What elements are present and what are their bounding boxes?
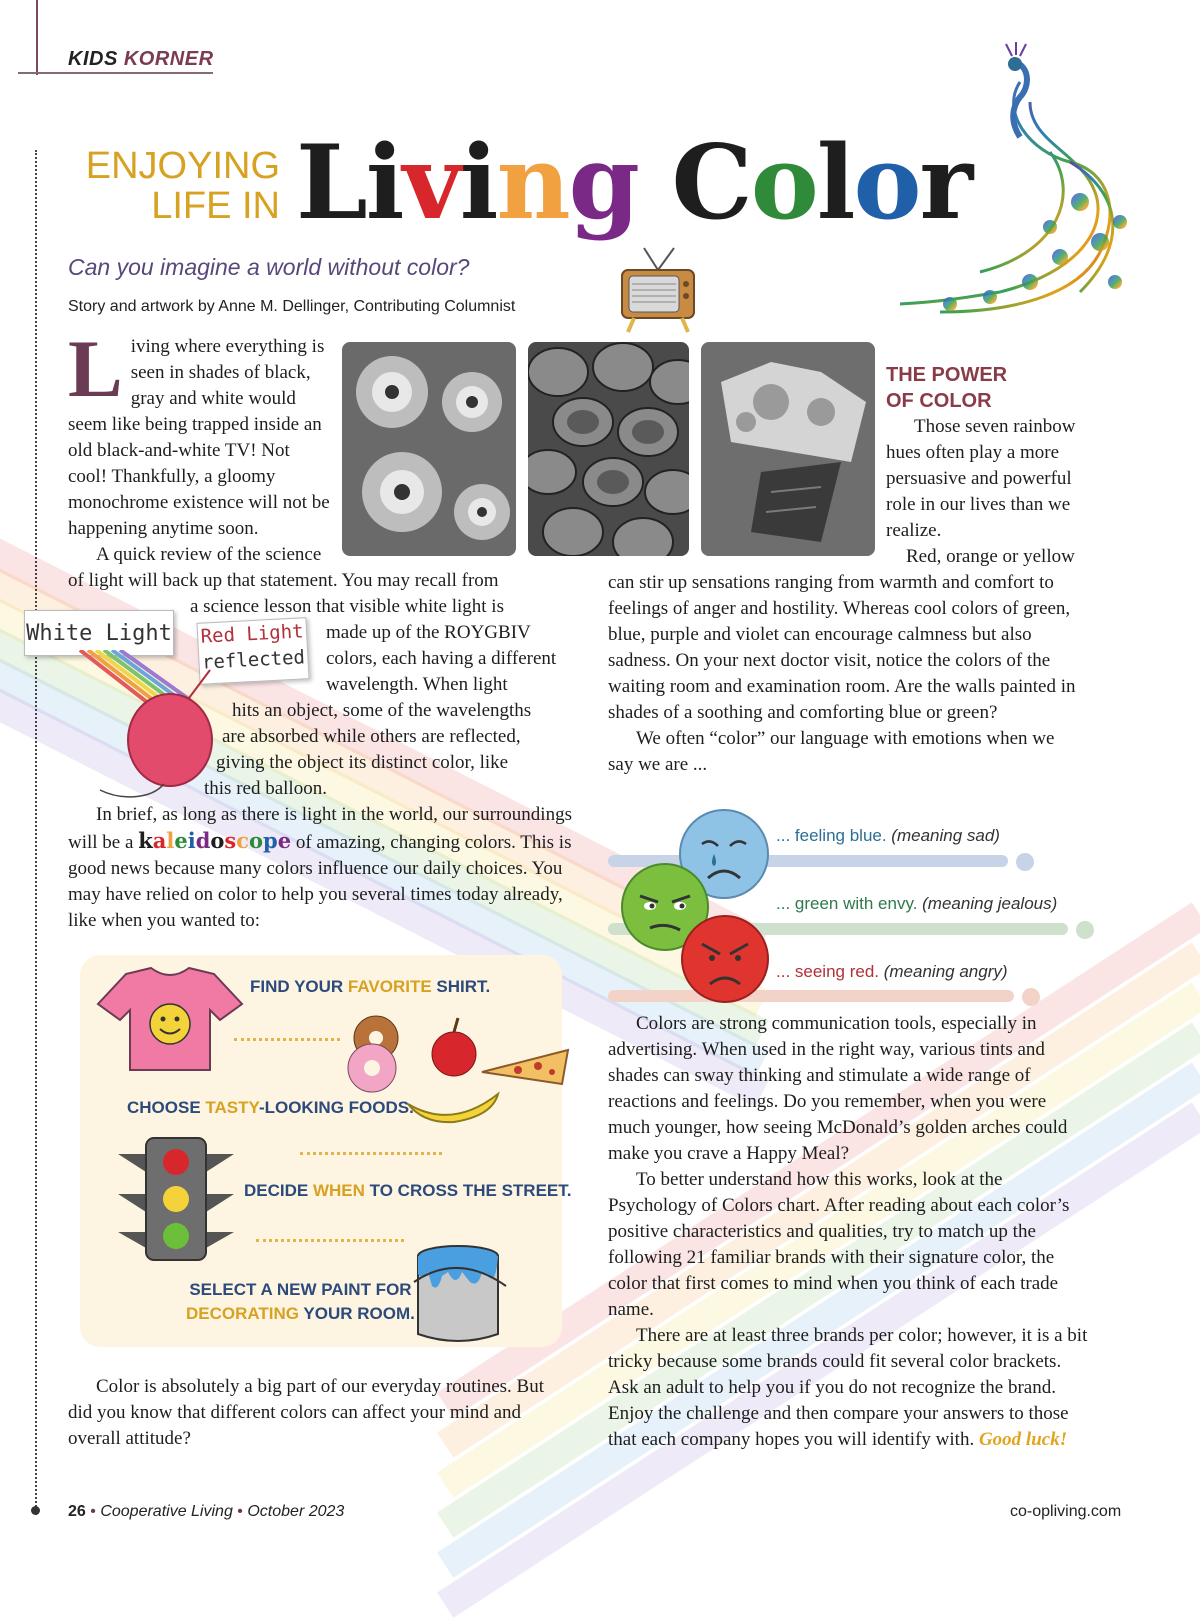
angry-red-face-icon <box>680 914 770 1004</box>
activity-shirt <box>250 977 490 997</box>
feeling-bar-dot <box>1022 988 1040 1006</box>
page-number: 26 <box>68 1503 86 1520</box>
activity-paint-line1: SELECT A NEW PAINT FOR <box>189 1280 412 1299</box>
traffic-light-illustration <box>118 1136 234 1262</box>
right-p4-text: Colors are strong communication tools, especially in advertising. When used in the right way, various tints and shades can sway thinking and stimulate a wide range of reactions and feelings. Do you remember, when you were much younger, how seeing McDonald’s golden arches could make you crave a Happy Meal? <box>608 1013 1068 1164</box>
activity-foods-pre: CHOOSE <box>127 1098 206 1117</box>
tiedye-shirt-photo <box>701 342 875 556</box>
activity-shirt-pre: FIND YOUR <box>250 977 348 996</box>
feeling-blue-caption <box>776 826 1000 846</box>
issue-date: October 2023 <box>247 1503 345 1520</box>
sidebar-paragraph <box>886 414 1100 544</box>
activity-street-hi: WHEN <box>312 1181 365 1200</box>
feeling-red-caption <box>776 962 1008 982</box>
science-line-1-text: A quick review of the science <box>96 544 322 565</box>
activity-paint <box>186 1280 415 1324</box>
paint-can-illustration <box>408 1242 510 1346</box>
footer-site: co-opliving.com <box>1010 1503 1122 1520</box>
science-line-7 <box>204 776 544 802</box>
science-line-4-text: hits an object, some of the wavelengths <box>232 700 532 721</box>
kicker-kids: KIDS <box>68 48 118 70</box>
red-light-line1: Red Light <box>200 620 305 648</box>
title-small-line1: ENJOYING <box>85 145 280 187</box>
title-letter: v <box>402 123 460 243</box>
title-letter: o <box>750 123 817 243</box>
science-line-7-text: this red balloon. <box>204 778 327 799</box>
feeling-blue-phrase: ... feeling blue. <box>776 826 887 845</box>
right-p5-text: To better understand how this works, look at the Psychology of Colors chart. After reading about each color’s positive characteristics and qualities, try to match up the following 21 familiar brands with their signature color, the color that first comes to mind when you think of each trade name. <box>608 1169 1070 1320</box>
title-letter: o <box>210 828 225 853</box>
right-p3-text: We often “color” our language with emotions when we say we are ... <box>608 728 1055 775</box>
right-paragraphs-lower <box>608 1011 1088 1453</box>
title-letter: o <box>853 123 920 243</box>
activity-foods <box>127 1098 414 1118</box>
title-letter: C <box>671 123 751 243</box>
header-horizontal-rule <box>18 72 213 74</box>
title-big <box>296 123 972 243</box>
science-line-4 <box>232 698 572 724</box>
title-letter: e <box>174 828 188 853</box>
title-letter: i <box>187 828 196 853</box>
feeling-green-meaning: (meaning jealous) <box>917 894 1058 913</box>
activity-street-post: TO CROSS THE STREET. <box>364 1181 572 1200</box>
feeling-bar-red <box>608 990 1014 1002</box>
science-wrap <box>326 620 576 698</box>
title-letter: i <box>365 123 403 243</box>
intro-text: iving where everything is seen in shades of black, gray and white would seem like being trapped inside an old black-and-white TV! Not cool! Thankfully, a gloomy monochrome existence will not be happening anytime soon. <box>68 336 330 539</box>
title-letter: c <box>236 828 250 853</box>
title-letter: k <box>138 828 153 853</box>
right-p6-text: There are at least three brands per color; however, it is a bit tricky because some brands could fit several color brackets. Ask an adult to help you if you do not recognize the brand. Enjoy the challenge and then compare your answers to those that each company hopes you will identify with. <box>608 1325 1088 1450</box>
title-letter: r <box>919 123 972 243</box>
title-letter: e <box>277 828 292 853</box>
title-letter: i <box>459 123 497 243</box>
activity-foods-post: -LOOKING FOODS. <box>258 1098 414 1117</box>
activity-street <box>244 1181 571 1201</box>
feeling-green-caption <box>776 894 1057 914</box>
sidebar-heading <box>886 362 1007 414</box>
feeling-bar-dot <box>1076 921 1094 939</box>
activity-foods-hi: TASTY <box>205 1098 259 1117</box>
title-letter: L <box>296 123 366 243</box>
title-letter: s <box>224 828 237 853</box>
section-kicker <box>68 48 214 71</box>
science-line-1 <box>96 542 336 568</box>
kaleido-before: In brief, as long as there is light in the world, our surroundings will be a <box>68 804 572 853</box>
science-line-3 <box>190 594 540 620</box>
activity-shirt-hi: FAVORITE <box>347 977 432 996</box>
closing-left-text: Color is absolutely a big part of our everyday routines. But did you know that different colors can affect your mind and overall attitude? <box>68 1376 544 1449</box>
title-letter: p <box>263 828 278 853</box>
white-light-text: White Light <box>26 620 172 646</box>
deck: Can you imagine a world without color? <box>68 254 470 280</box>
dropcap: L <box>68 323 123 414</box>
activity-street-pre: DECIDE <box>244 1181 313 1200</box>
right-p2-line1 <box>906 544 1106 570</box>
right-p2-line1-text: Red, orange or yellow <box>906 546 1075 567</box>
science-line-6 <box>216 750 556 776</box>
kaleidoscope-word <box>138 828 291 853</box>
sidebar-heading-line2: OF COLOR <box>886 390 992 412</box>
science-line-3-text: a science lesson that visible white light is <box>190 596 504 617</box>
feeling-green-phrase: ... green with envy. <box>776 894 918 913</box>
dotted-connector <box>256 1239 404 1242</box>
title-letter: o <box>249 828 264 853</box>
science-line-5 <box>222 724 562 750</box>
right-paragraph-2 <box>608 570 1084 778</box>
intro-paragraph <box>68 323 330 542</box>
footer-left: 26 • Cooperative Living • October 2023 <box>68 1503 345 1520</box>
feeling-red-meaning: (meaning angry) <box>879 962 1008 981</box>
sidebar-text: Those seven rainbow hues often play a more persuasive and powerful role in our lives than we realize. <box>886 416 1076 541</box>
title-word-living <box>296 123 638 243</box>
byline: Story and artwork by Anne M. Dellinger, Contributing Columnist <box>68 298 516 315</box>
activity-paint-post: YOUR ROOM. <box>299 1304 415 1323</box>
title-letter: g <box>568 123 638 243</box>
activity-paint-hi: DECORATING <box>186 1304 300 1323</box>
publication-name: Cooperative Living <box>100 1503 233 1520</box>
candy-photo <box>528 342 689 556</box>
title-letter: n <box>496 123 569 243</box>
peacock-illustration <box>880 42 1150 332</box>
science-wrap-text: made up of the ROYGBIV colors, each having a different wavelength. When light <box>326 622 557 695</box>
tv-illustration <box>618 244 698 334</box>
title-letter: l <box>816 123 854 243</box>
good-luck-text: Good luck! <box>978 1429 1068 1450</box>
right-p2-text: can stir up sensations ranging from warmth and comfort to feelings of anger and hostility. Whereas cool colors of green, blue, purple and violet can encourage calmness but also sadness. On your next doctor visit, notice the colors of the waiting room and examination room. Are the walls painted in shades of a soothing and comforting blue or green? <box>608 572 1076 723</box>
red-light-line2: reflected <box>201 646 306 674</box>
dotted-connector <box>300 1152 442 1155</box>
header-vertical-rule <box>36 0 38 75</box>
shirt-illustration <box>96 964 244 1074</box>
science-line-5-text: are absorbed while others are reflected, <box>222 726 521 747</box>
science-line-2-text: of light will back up that statement. You may recall from <box>68 570 499 591</box>
activity-shirt-post: SHIRT. <box>431 977 491 996</box>
dotted-connector <box>234 1038 340 1041</box>
balloon-sketch <box>60 650 240 810</box>
science-line-2 <box>68 568 538 594</box>
margin-dotted-rule <box>35 150 37 1515</box>
science-line-6-text: giving the object its distinct color, like <box>216 752 509 773</box>
flowers-photo <box>342 342 516 556</box>
title-small-line2: LIFE IN <box>151 185 280 227</box>
kicker-korner: KORNER <box>123 48 214 70</box>
title-small <box>60 146 280 226</box>
kaleido-after: of amazing, changing colors. This is good news because many colors influence our daily choices. You may have relied on color to help you several times today already, like when you wanted to: <box>68 832 572 931</box>
closing-paragraph-left <box>68 1374 568 1452</box>
title-letter: d <box>195 828 211 853</box>
feeling-red-phrase: ... seeing red. <box>776 962 880 981</box>
feeling-bar-dot <box>1016 853 1034 871</box>
sidebar-heading-line1: THE POWER <box>886 364 1008 386</box>
title-letter: l <box>166 828 175 853</box>
margin-dot <box>31 1506 40 1515</box>
feeling-blue-meaning: (meaning sad) <box>886 826 1000 845</box>
kaleidoscope-paragraph <box>68 802 578 934</box>
title-letter: a <box>152 828 167 853</box>
